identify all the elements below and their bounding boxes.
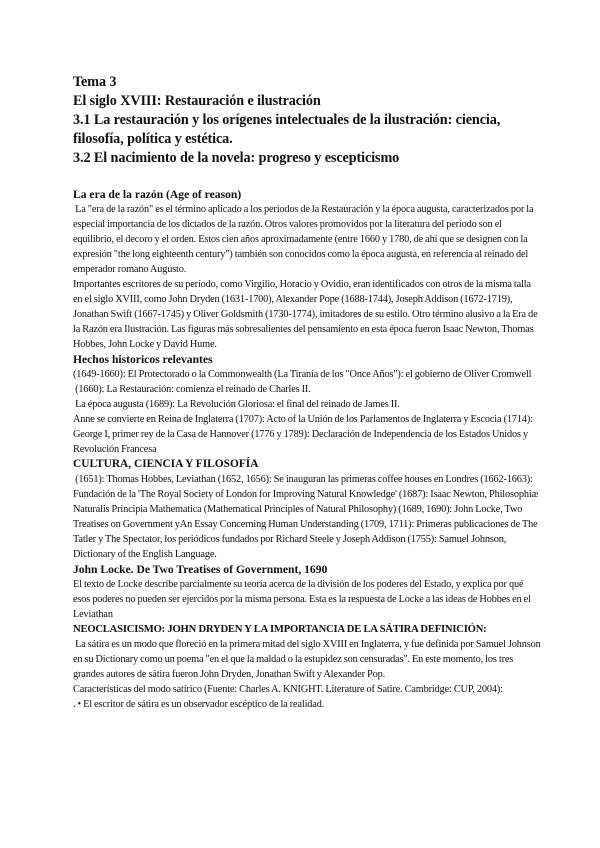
paragraph-age-of-reason-1: La "era de la razón" es el término aplicado a los periodos de la Restauración y la época augusta, caracterizados por la especial importancia de los dictados de la razón. Otros valores promovidos por la literatura del período son el equilibrio, el decoro y el orden. Estos cien años aproximadamente (entre 1660 y 1780, de ahí que se designen con la expresión "the long eighteenth century") también son conocidos como la época augusta, en referencia al reinado del emperador romano Augusto. <box>73 204 534 275</box>
document-page <box>73 73 541 712</box>
historical-fact-3: La época augusta (1689): La Revolución Gloriosa: el final del reinado de James II. <box>75 399 400 410</box>
heading-age-of-reason: La era de la razón (Age of reason) <box>73 188 242 201</box>
paragraph-satire-characteristics: Características del modo satírico (Fuente: Charles A. KNIGHT. Literature of Satire. Cambridge: CUP, 2004): <box>73 684 503 695</box>
spacer <box>73 168 541 187</box>
paragraph-age-of-reason-2: Importantes escritores de su período, como Virgilio, Horacio y Ovidio, eran identificados con otros de la misma talla en el siglo XVIII, como John Dryden (1631-1700), Alexander Pope (1688-1744), Joseph Addison (1672-1719), Jonathan Swift (1667-1745) y Oliver Goldsmith (1730-1774), imitadores de su estilo. Otro término alusivo a la Era de la Razón era Ilustración. Las figuras más sobresalientes del pensamiento en esta época fueron Isaac Newton, Thomas Hobbes, John Locke y David Hume. <box>73 279 538 350</box>
heading-historical-facts: Hechos historicos relevantes <box>73 353 213 366</box>
topic-number: Tema 3 <box>73 74 117 90</box>
title-block <box>73 73 541 168</box>
bullet-satire-observer: . • El escritor de sátira es un observador escéptico de la realidad. <box>73 699 325 710</box>
heading-culture-science-philosophy: CULTURA, CIENCIA Y FILOSOFÍA <box>73 458 259 470</box>
paragraph-culture-timeline: (1651): Thomas Hobbes, Leviathan (1652, 1656): Se inauguran las primeras coffee houses en Londres (1662-1663): Fundación de la 'The Royal Society of London for Improving Natural Knowledge' (1687): Isaac Newton, Philosophiæ Naturalis Principia Mathematica (Mathematical Principles of Natural Philosophy) (1689, 1690): John Locke, Two Treatises on Government yAn Essay Concerning Human Understanding (1709, 1711): Primeras publicaciones de The Tatler y The Spectator, los periódicos fundados por Richard Steele y Joseph Addison (1755): Samuel Johnson, Dictionary of the English Language. <box>73 474 539 560</box>
historical-fact-2: (1660): La Restauración: comienza el reinado de Charles II. <box>75 384 311 395</box>
section-heading-3-2: 3.2 El nacimiento de la novela: progreso y escepticismo <box>73 150 400 166</box>
topic-subtitle: El siglo XVIII: Restauración e ilustración <box>73 93 321 109</box>
heading-john-locke: John Locke. De Two Treatises of Government, 1690 <box>73 563 328 576</box>
section-heading-3-1: 3.1 La restauración y los orígenes intelectuales de la ilustración: ciencia, filosofía, política y estética. <box>73 112 501 147</box>
historical-fact-4: Anne se convierte en Reina de Inglaterra (1707): Acto of la Unión de los Parlamentos de Inglaterra y Escocia (1714): George I, primer rey de la Casa de Hannover (1776 y 1789): Declaración de Independencia de los Estados Unidos y Revolución Francesa <box>73 414 533 455</box>
historical-fact-1: (1649-1660): El Protectorado o la Commonwealth (La Tiranía de los "Once Años"): el gobierno de Oliver Cromwell <box>73 369 532 380</box>
heading-neoclassicism: NEOCLASICISMO: JOHN DRYDEN Y LA IMPORTANCIA DE LA SÁTIRA DEFINICIÓN: <box>73 624 487 635</box>
paragraph-satire-definition: La sátira es un modo que floreció en la primera mitad del siglo XVIII en Inglaterra, y fue definida por Samuel Johnson en su Dictionary como un poema "en el que la maldad o la estupidez son censuradas". En este momento, los tres grandes autores de sátira fueron John Dryden, Jonathan Swift y Alexander Pop. <box>73 639 541 680</box>
paragraph-john-locke: El texto de Locke describe parcialmente su teoría acerca de la división de los poderes del Estado, y explica por qué esos poderes no pueden ser ejercidos por la misma persona. Esta es la respuesta de Locke a las ideas de Hobbes en el Leviathan <box>73 579 531 620</box>
